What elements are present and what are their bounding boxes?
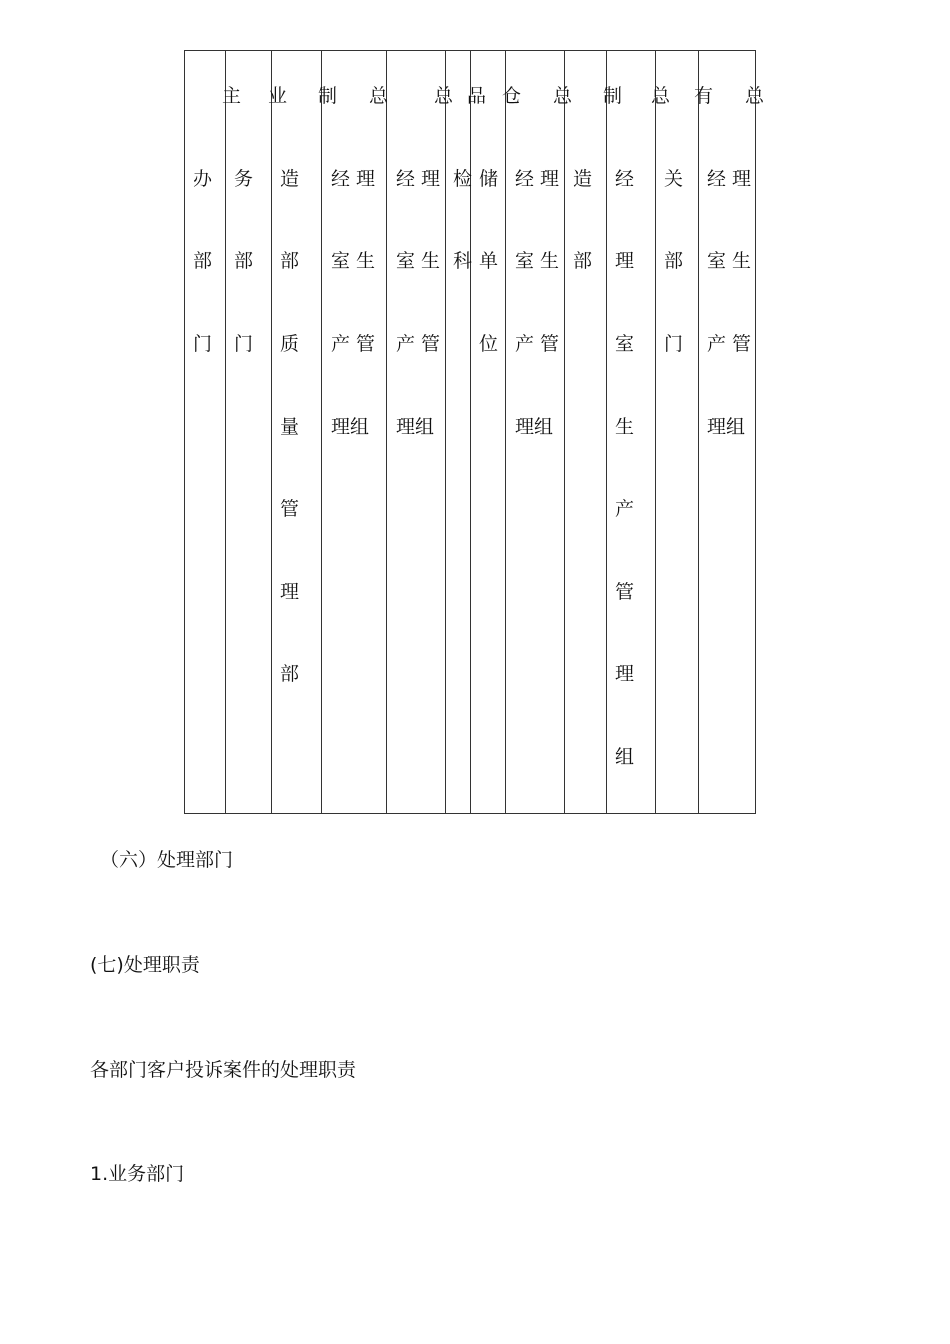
table-cell-text: 务 — [234, 168, 254, 190]
table-cell-text: 部 — [280, 663, 300, 685]
table-cell-text: 室 生 — [331, 250, 376, 272]
table-cell-text: 产 管 — [707, 333, 752, 355]
table-cell-text: 单 — [479, 250, 499, 272]
table-cell-text: 储 — [479, 168, 499, 190]
column-divider — [564, 51, 565, 813]
column-divider — [655, 51, 656, 813]
table-cell-text: 办 — [193, 168, 213, 190]
header-char: 业 — [268, 85, 288, 107]
department-table — [184, 50, 765, 814]
header-char: 总 — [434, 85, 454, 107]
table-cell-text: 理组 — [707, 416, 746, 438]
column-divider — [386, 51, 387, 813]
table-cell-text: 部 — [664, 250, 684, 272]
table-cell-text: 产 — [615, 498, 635, 520]
table-cell-text: 室 生 — [396, 250, 441, 272]
table-cell-text: 组 — [615, 746, 635, 768]
table-cell-text: 位 — [479, 333, 499, 355]
column-divider — [698, 51, 699, 813]
section-heading-6: （六）处理部门 — [100, 849, 234, 871]
table-cell-text: 经 — [615, 168, 635, 190]
column-divider — [271, 51, 272, 813]
table-cell-text: 关 — [664, 168, 684, 190]
column-divider — [505, 51, 506, 813]
table-cell-text: 产 管 — [331, 333, 376, 355]
body-paragraph: 各部门客户投诉案件的处理职责 — [90, 1059, 357, 1081]
table-cell-text: 门 — [234, 333, 254, 355]
table-cell-text: 经 理 — [331, 168, 376, 190]
table-cell-text: 检 — [453, 168, 473, 190]
table-cell-text: 产 管 — [396, 333, 441, 355]
table-cell-text: 造 — [280, 168, 300, 190]
table-cell-text: 经 理 — [515, 168, 560, 190]
table-cell-text: 科 — [453, 250, 473, 272]
table-cell-text: 门 — [193, 333, 213, 355]
table-cell-text: 理 — [615, 250, 635, 272]
table-cell-text: 经 理 — [396, 168, 441, 190]
table-cell-text: 经 理 — [707, 168, 752, 190]
column-divider — [321, 51, 322, 813]
section-heading-7: (七)处理职责 — [90, 954, 200, 976]
header-char: 制 — [603, 85, 623, 107]
header-char: 品 — [467, 85, 487, 107]
header-char: 总 — [553, 85, 573, 107]
header-char: 仓 — [502, 85, 522, 107]
column-divider — [606, 51, 607, 813]
table-cell-text: 部 — [234, 250, 254, 272]
header-char: 主 — [222, 85, 242, 107]
header-char: 总 — [369, 85, 389, 107]
table-cell-text: 造 — [573, 168, 593, 190]
column-divider — [445, 51, 446, 813]
table-cell-text: 质 — [280, 333, 300, 355]
table-cell-text: 管 — [280, 498, 300, 520]
table-cell-text: 生 — [615, 416, 635, 438]
table-cell-text: 部 — [280, 250, 300, 272]
table-cell-text: 部 — [193, 250, 213, 272]
header-char: 总 — [651, 85, 671, 107]
table-cell-text: 室 生 — [515, 250, 560, 272]
header-char: 制 — [318, 85, 338, 107]
column-divider — [470, 51, 471, 813]
table-cell-text: 量 — [280, 416, 300, 438]
header-char: 总 — [745, 85, 765, 107]
table-cell-text: 管 — [615, 581, 635, 603]
table-cell-text: 理组 — [331, 416, 370, 438]
column-divider — [225, 51, 226, 813]
subsection-heading: 1.业务部门 — [90, 1163, 185, 1185]
table-cell-text: 理 — [615, 663, 635, 685]
header-char: 有 — [694, 85, 714, 107]
table-cell-text: 理 — [280, 581, 300, 603]
table-cell-text: 室 生 — [707, 250, 752, 272]
table-cell-text: 理组 — [396, 416, 435, 438]
table-cell-text: 室 — [615, 333, 635, 355]
table-cell-text: 理组 — [515, 416, 554, 438]
table-cell-text: 门 — [664, 333, 684, 355]
table-cell-text: 部 — [573, 250, 593, 272]
table-cell-text: 产 管 — [515, 333, 560, 355]
